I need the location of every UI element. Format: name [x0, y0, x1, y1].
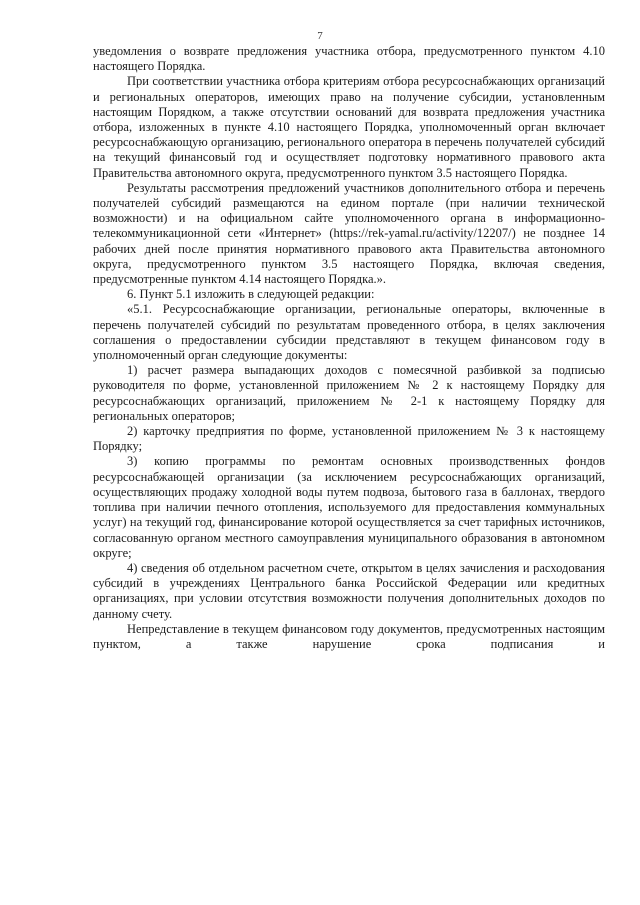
paragraph-inclusion-in-list: При соответствии участника отбора критериям отбора ресурсоснабжающих организаций и региональных операторов, имеющих право на получение субсидии, установленным настоящим Порядком, а также отсутствии оснований для возврата предложения участника отбора, изложенных в пункте 4.10 настоящего Порядка, уполномоченный орган включает ресурсоснабжающую организацию, регионального оператора в перечень получателей субсидий на текущий финансовый год и осуществляет подготовку нормативного правового акта Правительства автономного округа, предусмотренного пунктом 3.5 настоящего Порядка.: [93, 74, 605, 180]
paragraph-clause-5-1: «5.1. Ресурсоснабжающие организации, региональные операторы, включенные в перечень получателей субсидий по результатам проведенного отбора, в целях заключения соглашения о предоставлении субсидии представляют в текущем финансовом году в уполномоченный орган следующие документы:: [93, 302, 605, 363]
page-number: 7: [317, 30, 323, 42]
list-item-1: 1) расчет размера выпадающих доходов с помесячной разбивкой за подписью руководителя по форме, установленной приложением № 2 к настоящему Порядку для ресурсоснабжающих организаций, приложением № 2-1 к настоящему Порядку для региональных операторов;: [93, 363, 605, 423]
paragraph-continuation: уведомления о возврате предложения участника отбора, предусмотренного пунктом 4.10 настоящего Порядка.: [93, 44, 605, 74]
list-item-3: 3) копию программы по ремонтам основных производственных фондов ресурсоснабжающей организации (за исключением ресурсоснабжающих организаций, осуществляющих продажу холодной воды путем подвоза, бытового газа в баллонах, твердого топлива при наличии печного отопления, используемого для предоставления коммунальных услуг) на текущий год, финансирование которой осуществляется за счет тарифных источников, согласованную органом местного самоуправления муниципального образования в автономном округе;: [93, 454, 605, 560]
list-item-4: 4) сведения об отдельном расчетном счете, открытом в целях зачисления и расходования субсидий в учреждениях Центрального банка Российской Федерации или кредитных организациях, при условии отсутствия возможности получения дополнительных доходов по данному счету.: [93, 560, 605, 621]
list-item-2: 2) карточку предприятия по форме, установленной приложением № 3 к настоящему Порядку;: [93, 424, 605, 454]
paragraph-non-submission: Непредставление в текущем финансовом году документов, предусмотренных настоящим пунктом, а также нарушение срока подписания и: [93, 621, 605, 651]
document-body: [93, 44, 605, 652]
paragraph-publication-of-results: Результаты рассмотрения предложений участников дополнительного отбора и перечень получателей субсидий размещаются на едином портале (при наличии технической возможности) и на официальном сайте уполномоченного органа в информационно-телекоммуникационной сети «Интернет» (https://rek-yamal.ru/activity/12207/) не позднее 14 рабочих дней после принятия нормативного правового акта Правительства автономного округа, предусмотренного пунктом 3.5 настоящего Порядка, включая сведения, предусмотренные пунктом 4.14 настоящего Порядка.».: [93, 180, 605, 287]
paragraph-amendment-item-6: 6. Пункт 5.1 изложить в следующей редакции:: [127, 287, 375, 302]
